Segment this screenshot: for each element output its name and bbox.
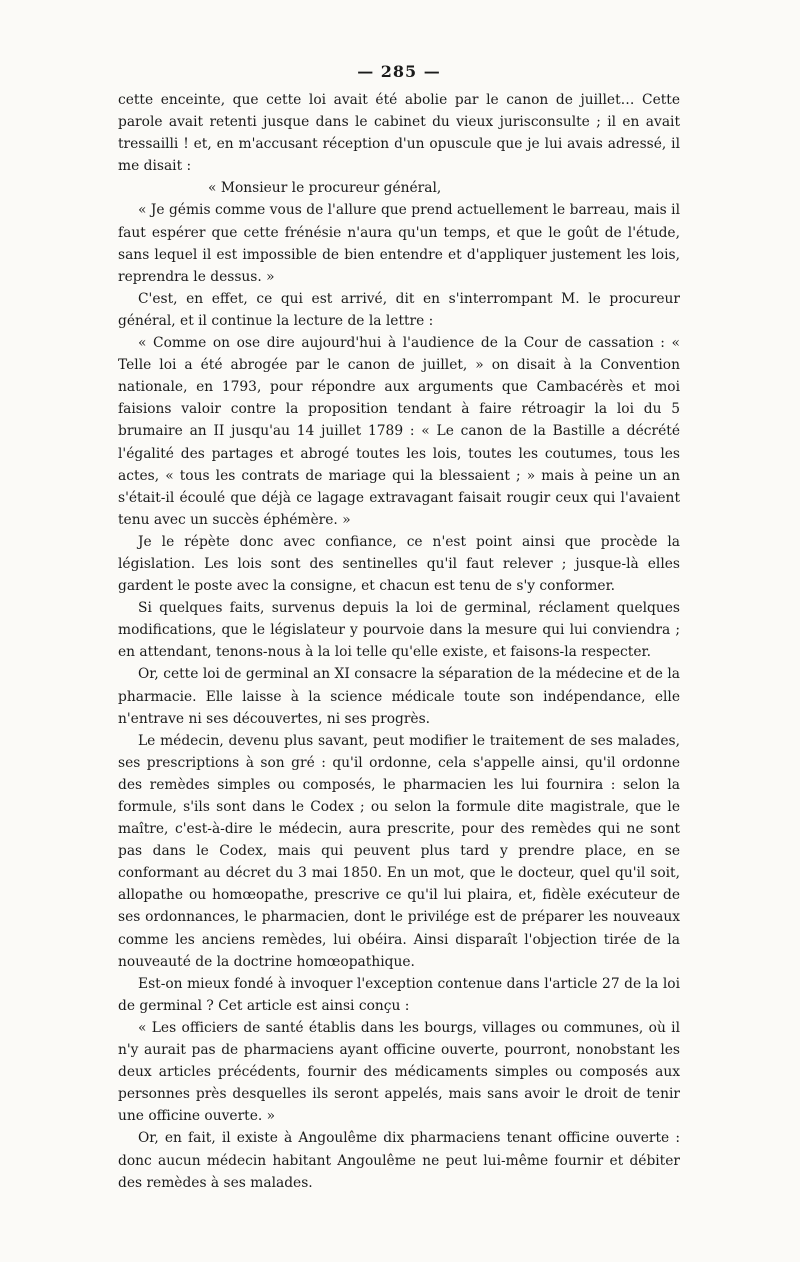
paragraph-3: « Je gémis comme vous de l'allure que prend actuellement le barreau, mais il faut espérer que cette frénésie n'aura qu'un temps, et que le goût de l'étude, sans lequel il est impossible de bien entendre et d'appliquer justement les lois, reprendra le dessus. » (118, 202, 680, 285)
paragraph-12: Or, en fait, il existe à Angoulême dix pharmaciens tenant officine ouverte : donc aucun médecin habitant Angoulême ne peut lui-même fournir et débiter des remèdes à ses malades. (118, 1130, 680, 1191)
paragraph-8: Or, cette loi de germinal an XI consacre la séparation de la médecine et de la pharmacie. Elle laisse à la science médicale toute son indépendance, elle n'entrave ni ses découvertes, ni ses progrès. (118, 666, 680, 727)
paragraph-11: « Les officiers de santé établis dans les bourgs, villages ou communes, où il n'y aurait pas de pharmaciens ayant officine ouverte, pourront, nonobstant les deux articles précédents, fournir des médicaments simples ou composés aux personnes près desquelles ils seront appelés, mais sans avoir le droit de tenir une officine ouverte. » (118, 1019, 680, 1125)
page-number: — 285 — (357, 62, 441, 81)
paragraph-7: Si quelques faits, survenus depuis la loi de germinal, réclament quelques modifications, que le législateur y pourvoie dans la mesure qui lui conviendra ; en attendant, tenons-nous à la loi telle qu'elle existe, et faisons-la respecter. (118, 600, 680, 661)
paragraph-1: cette enceinte, que cette loi avait été abolie par le canon de juillet… Cette parole avait retenti jusque dans le cabinet du vieux jurisconsulte ; il en avait tressailli ! et, en m'accusant réception d'un opuscule que je lui avais adressé, il me disait : (118, 92, 680, 175)
paragraph-10: Est-on mieux fondé à invoquer l'exception contenue dans l'article 27 de la loi de germinal ? Cet article est ainsi conçu : (118, 975, 680, 1014)
paragraph-6: Je le répète donc avec confiance, ce n'est point ainsi que procède la législation. Les lois sont des sentinelles qu'il faut relever ; jusque-là elles gardent le poste avec la consigne, et chacun est tenu de s'y conformer. (118, 533, 680, 595)
book-page (118, 62, 680, 1194)
paragraph-9: Le médecin, devenu plus savant, peut modifier le traitement de ses malades, ses prescriptions à son gré : qu'il ordonne, cela s'appelle ainsi, qu'il ordonne des remèdes simples ou composés, le pharmacien les lui fournira : selon la formule, s'ils sont dans le Codex ; ou selon la formule dite magistrale, que le maître, c'est-à-dire le médecin, aura prescrite, pour des remèdes qui ne sont pas dans le Codex, mais qui peuvent plus tard y prendre place, en se conformant au décret du 3 mai 1850. En un mot, que le docteur, quel qu'il soit, allopathe ou homœopathe, prescrive ce qu'il lui plaira, et, fidèle exécuteur de ses ordonnances, le pharmacien, dont le privilége est de préparer les nouveaux comme les anciens remèdes, lui obéira. Ainsi disparaît l'objection tirée de la nouveauté de la doctrine homœopathique. (118, 732, 680, 970)
paragraph-4: C'est, en effet, ce qui est arrivé, dit en s'interrompant M. le procureur général, et il continue la lecture de la lettre : (118, 290, 680, 329)
paragraph-2: « Monsieur le procureur général, (208, 180, 442, 197)
paragraph-5: « Comme on ose dire aujourd'hui à l'audience de la Cour de cassation : « Telle loi a été abrogée par le canon de juillet, » on disait à la Convention nationale, en 1793, pour répondre aux arguments que Cambacérès et moi faisions valoir contre la proposition tendant à faire rétroagir la loi du 5 brumaire an II jusqu'au 14 juillet 1789 : « Le canon de la Bastille a décrété l'égalité des partages et abrogé toutes les lois, toutes les coutumes, tous les actes, « tous les contrats de mariage qui la blessaient ; » mais à peine un an s'était-il écoulé que déjà ce lagage extravagant faisait rougir ceux qui l'avaient tenu avec un succès éphémère. » (118, 335, 680, 528)
body-text (118, 89, 680, 1194)
